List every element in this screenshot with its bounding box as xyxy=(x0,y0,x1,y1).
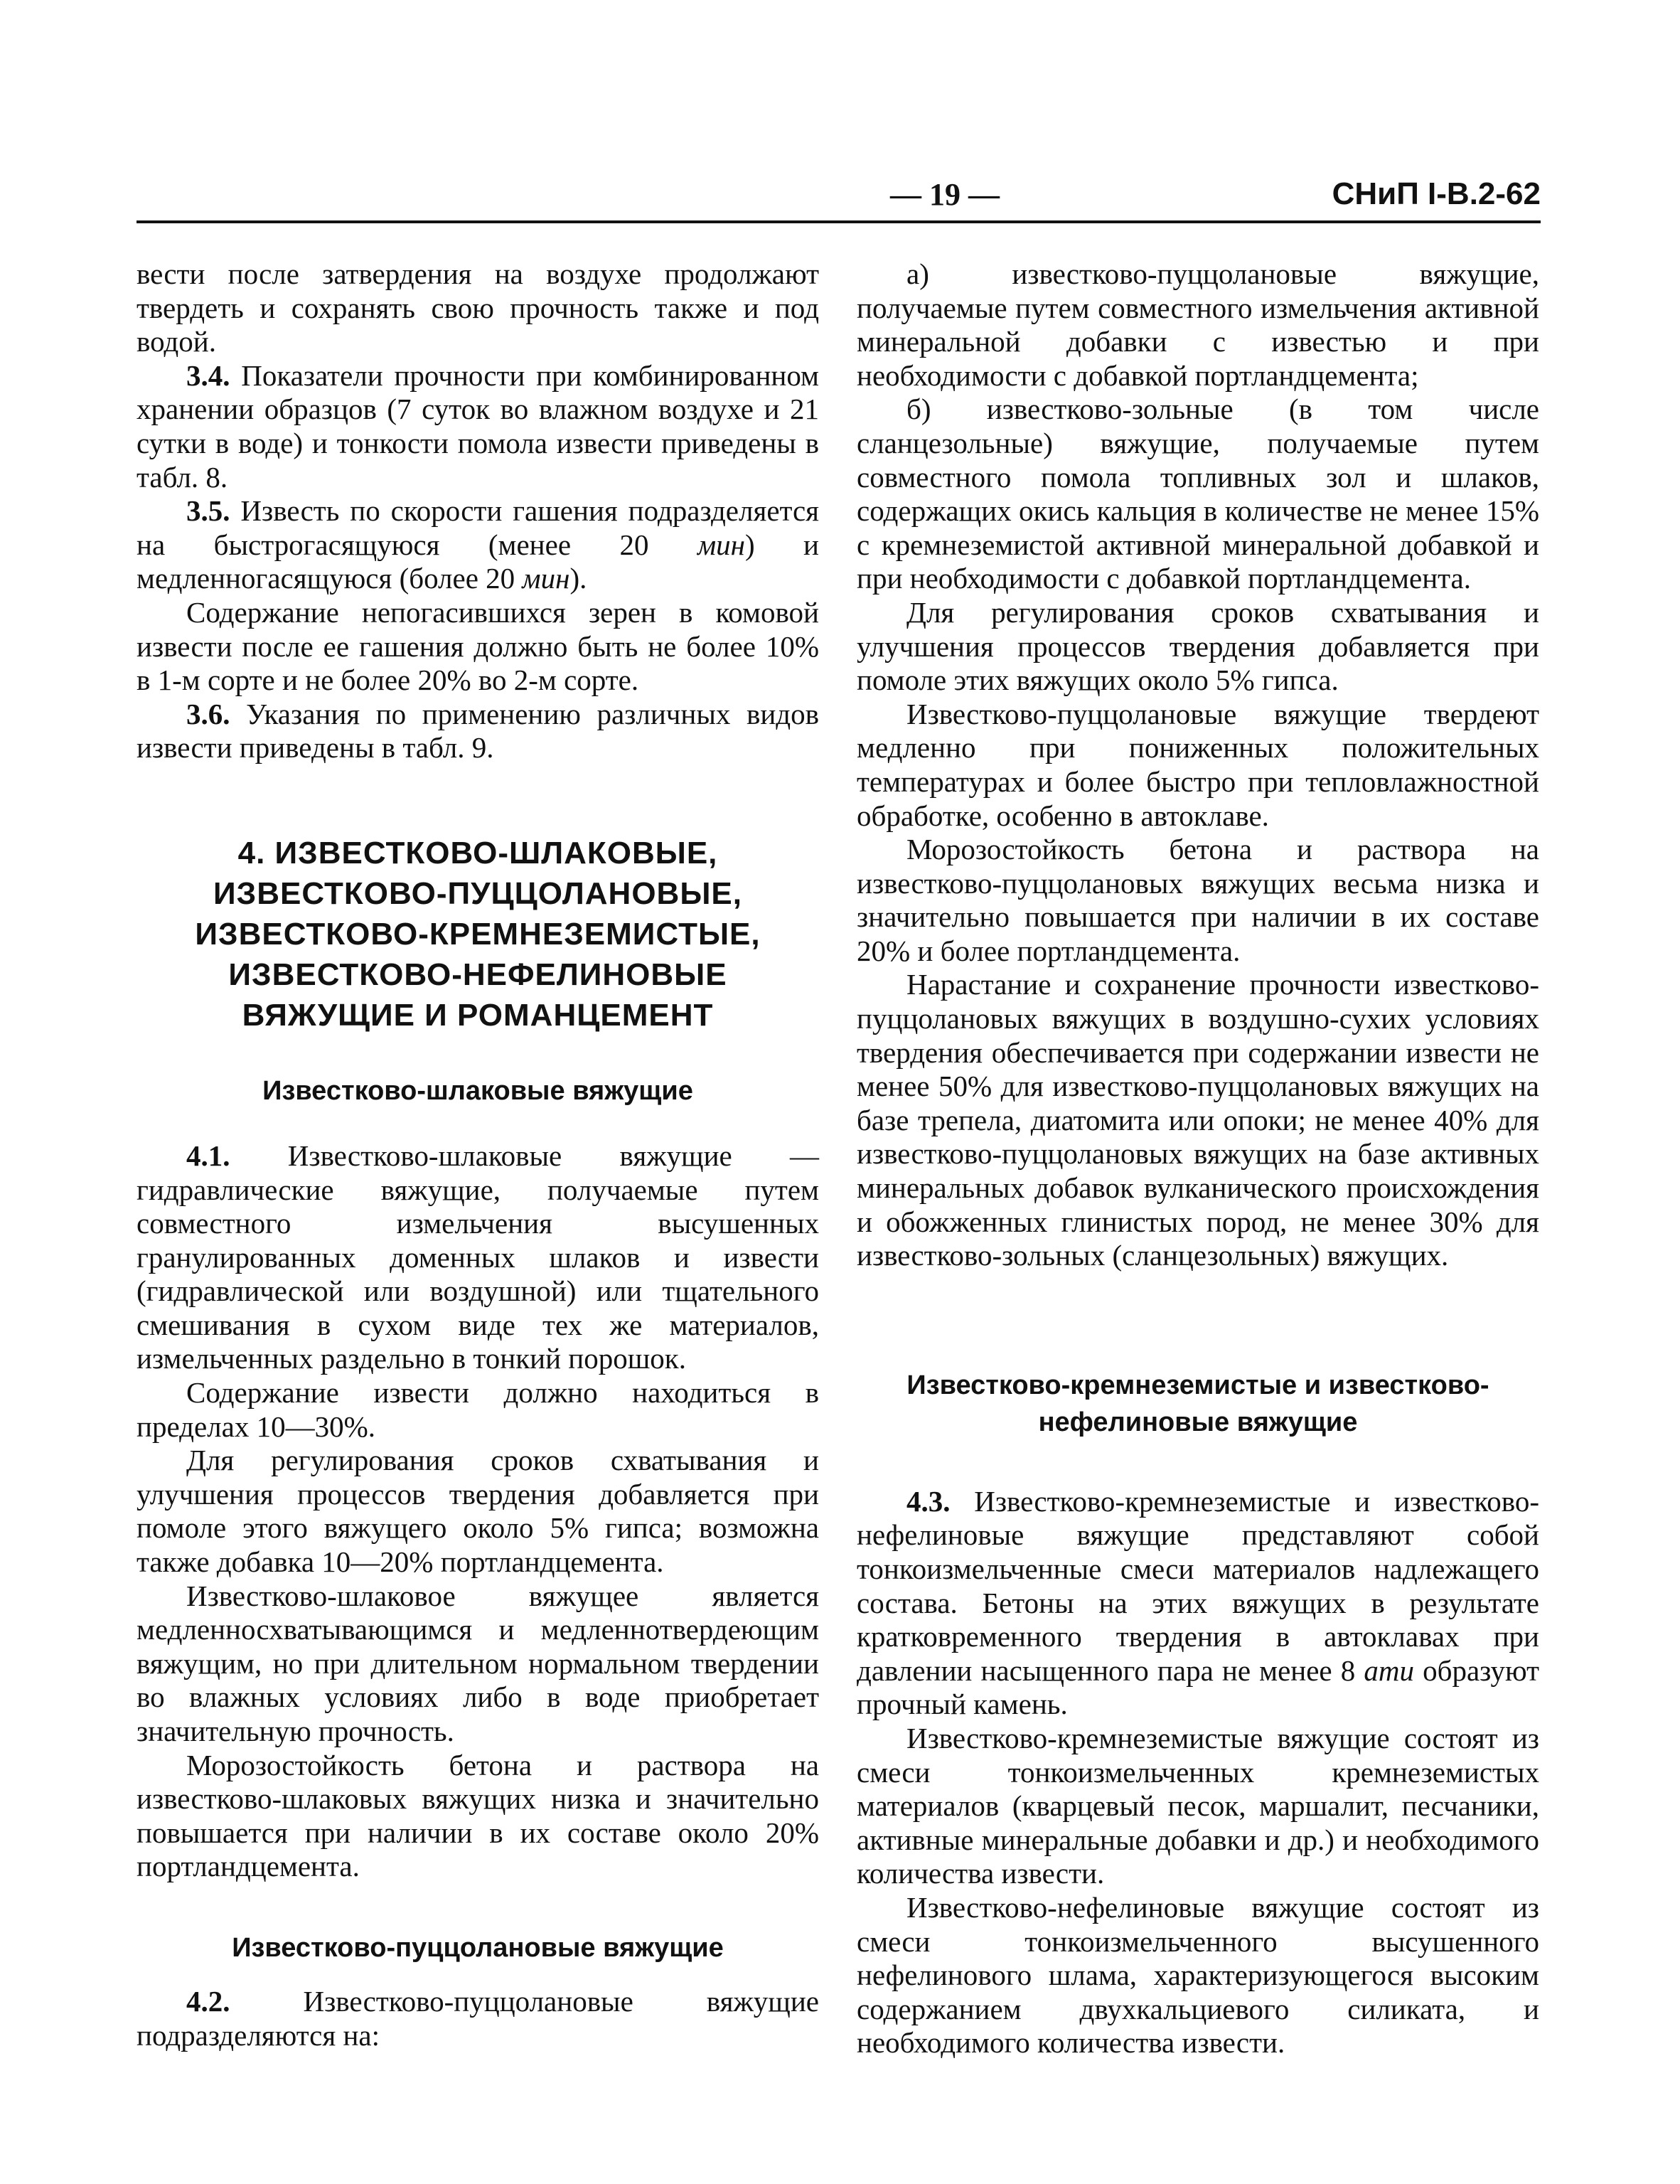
page-header xyxy=(137,176,1541,211)
clause-4-2 xyxy=(137,1985,819,2052)
section-4-title xyxy=(137,833,819,1035)
unit-atmospheres: ати xyxy=(1364,1653,1414,1687)
unit-minutes: мин xyxy=(697,528,745,561)
clause-4-3 xyxy=(857,1485,1539,1722)
section-title-line: 4. ИЗВЕСТКОВО-ШЛАКОВЫЕ, xyxy=(237,835,718,870)
page-number: — 19 — xyxy=(890,177,1000,212)
clause-number: 3.6. xyxy=(186,697,230,730)
setting-regulation-paragraph: Для регулирования сроков схватывания и улучшения процессов твердения добавляется при помоле этих вяжущих около 5% гипса. xyxy=(857,595,1539,697)
clause-text: Показатели прочности при комбинированном хранении образцов (7 суток во влажном воздухе и 21 сутки в воде) и тонкости помола извести приведены в табл. 8. xyxy=(137,358,819,494)
setting-regulation-paragraph: Для регулирования сроков схватывания и улучшения процессов твердения добавляется при помоле этого вяжущего около 5% гипса; возможна также добавка 10—20% портландцемента. xyxy=(137,1444,819,1579)
clause-text: Известь по скорости гашения подразделяется на быстрогасящуюся (менее 20 xyxy=(137,494,819,561)
list-item-a: а) известково-пуццолановые вяжущие, получаемые путем совместного измельчения активной минеральной добавки с известью и при необходимости с добавкой портландцемента; xyxy=(857,257,1539,392)
clause-text: образуют прочный камень. xyxy=(857,1653,1539,1721)
clause-3-4 xyxy=(137,359,819,494)
header-rule xyxy=(137,220,1541,223)
section-title-line: ВЯЖУЩИЕ И РОМАНЦЕМЕНТ xyxy=(242,997,714,1033)
subsection-heading xyxy=(857,1367,1539,1441)
section-title-line: ИЗВЕСТКОВО-КРЕМНЕЗЕМИСТЫЕ, xyxy=(195,916,761,952)
subsection-heading-line: нефелиновые вяжущие xyxy=(1038,1407,1358,1437)
right-column xyxy=(857,257,1539,2060)
subsection-heading: Известково-пуццолановые вяжущие xyxy=(232,1932,724,1963)
hardening-paragraph: Известково-пуццолановые вяжущие твердеют медленно при пониженных положительных температурах и более быстро при тепловлажностной обработке, особенно в автоклаве. xyxy=(857,697,1539,832)
strength-paragraph: Нарастание и сохранение прочности известково-пуццолановых вяжущих в воздушно-сухих условиях твердения обеспечивается при содержании извести не менее 50% для известково-пуццолановых вяжущих на базе трепела, диатомита или опоки; не менее 40% для известково-пуццолановых вяжущих на базе активных минеральных добавок вулканического происхождения и обожженных глинистых пород, не менее 30% для известково-зольных (сланцезольных) вяжущих. xyxy=(857,968,1539,1272)
clause-text: Известково-кремнеземистые и известково-нефелиновые вяжущие представляют собой тонкоизмельченные смеси материалов надлежащего состава. Бетоны на этих вяжущих в результате кратковременного твердения в автоклавах при давлении насыщенного пара не менее 8 xyxy=(857,1484,1539,1687)
clause-3-6 xyxy=(137,698,819,765)
clause-text: ) и медленногасящуюся (более 20 xyxy=(137,528,819,595)
clause-text: Указания по применению различных видов извести приведены в табл. 9. xyxy=(137,697,819,765)
clause-4-1 xyxy=(137,1139,819,1376)
clause-text: Известково-пуццолановые вяжущие подразделяются на: xyxy=(137,1984,819,2052)
subsection-heading: Известково-шлаковые вяжущие xyxy=(262,1075,693,1106)
clause-text: ). xyxy=(569,562,587,595)
list-item-b: б) известково-зольные (в том числе сланцезольные) вяжущие, получаемые путем совместного помола топливных зол и шлаков, содержащих окись кальция в количестве не менее 15% с кремнеземистой активной минеральной добавкой и при необходимости с добавкой портландцемента. xyxy=(857,393,1539,595)
left-column xyxy=(137,257,819,2052)
clause-number: 4.1. xyxy=(186,1139,230,1172)
grain-content-paragraph: Содержание непогасившихся зерен в комовой извести после ее гашения должно быть не более 10% в 1-м сорте и не более 20% во 2-м сорте. xyxy=(137,595,819,697)
document-code: СНиП I-B.2-62 xyxy=(1332,176,1541,211)
slow-setting-paragraph: Известково-шлаковое вяжущее является медленносхватывающимся и медленнотвердеющим вяжущим, но при длительном нормальном твердении во влажных условиях либо в воде приобретает значительную прочность. xyxy=(137,1579,819,1747)
frost-resistance-paragraph: Морозостойкость бетона и раствора на известково-шлаковых вяжущих низка и значительно повышается при наличии в их составе около 20% портландцемента. xyxy=(137,1748,819,1883)
section-title-line: ИЗВЕСТКОВО-НЕФЕЛИНОВЫЕ xyxy=(228,957,727,992)
section-title-line: ИЗВЕСТКОВО-ПУЦЦОЛАНОВЫЕ, xyxy=(213,875,742,911)
nepheline-binders-paragraph: Известково-нефелиновые вяжущие состоят из смеси тонкоизмельченного высушенного нефелинового шлама, характеризующегося высоким содержанием двухкальциевого силиката, и необходимого количества извести. xyxy=(857,1890,1539,2060)
clause-number: 4.2. xyxy=(186,1984,230,2018)
clause-number: 3.4. xyxy=(186,358,230,392)
continued-paragraph: вести после затвердения на воздухе продолжают твердеть и сохранять свою прочность также и под водой. xyxy=(137,257,819,358)
unit-minutes: мин xyxy=(522,562,570,595)
clause-number: 3.5. xyxy=(186,494,230,528)
silica-binders-paragraph: Известково-кремнеземистые вяжущие состоят из смеси тонкоизмельченных кремнеземистых материалов (кварцевый песок, маршалит, песчаники, активные минеральные добавки и др.) и необходимого количества извести. xyxy=(857,1721,1539,1890)
frost-resistance-paragraph: Морозостойкость бетона и раствора на известково-пуццолановых вяжущих весьма низка и значительно повышается при наличии в их составе 20% и более портландцемента. xyxy=(857,833,1539,967)
lime-content-paragraph: Содержание извести должно находиться в пределах 10—30%. xyxy=(137,1376,819,1443)
clause-number: 4.3. xyxy=(906,1484,951,1518)
clause-3-5 xyxy=(137,494,819,596)
clause-text: Известково-шлаковые вяжущие — гидравлические вяжущие, получаемые путем совместного измельчения высушенных гранулированных доменных шлаков и извести (гидравлической или воздушной) или тщательного смешивания в сухом виде тех же материалов, измельченных раздельно в тонкий порошок. xyxy=(137,1139,819,1375)
subsection-heading-line: Известково-кремнеземистые и известково- xyxy=(906,1370,1489,1400)
